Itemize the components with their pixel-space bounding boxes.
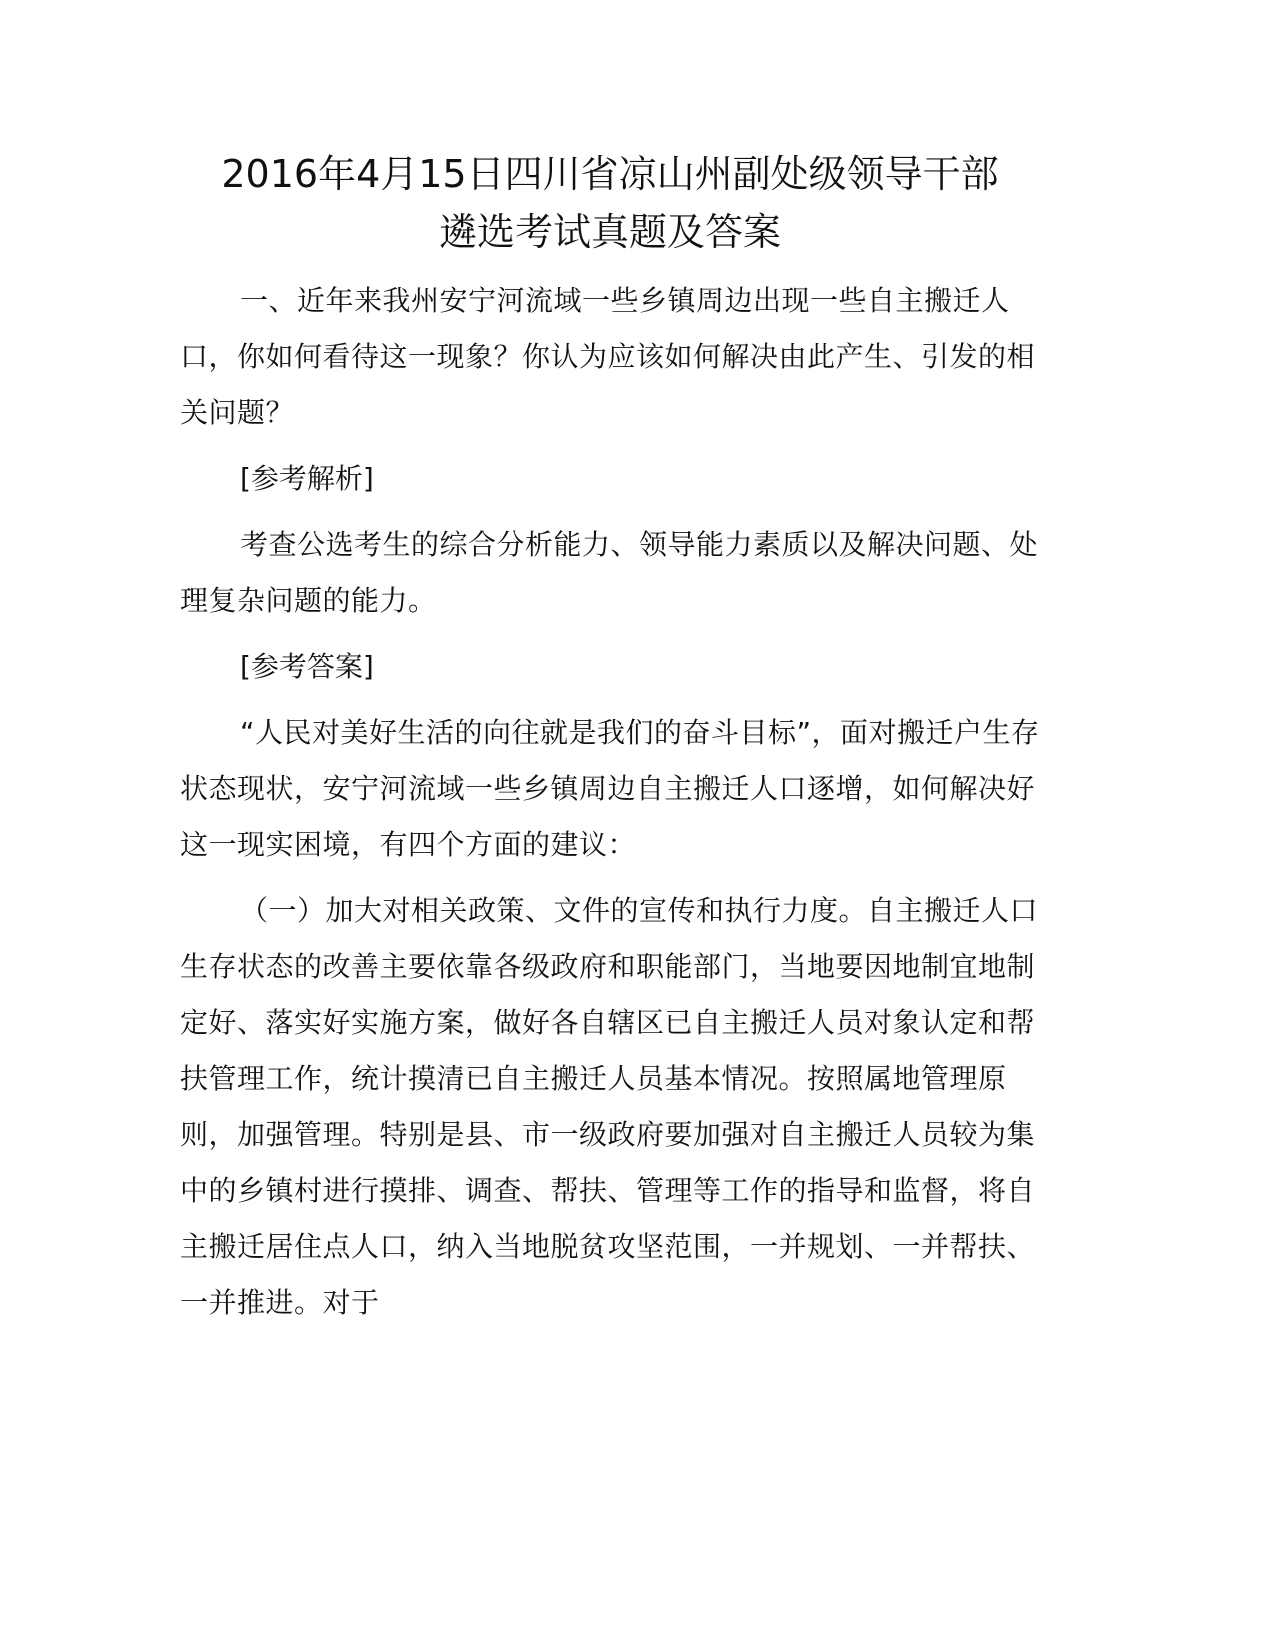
title-line-1: 2016年4月15日四川省凉山州副处级领导干部 [221, 152, 999, 196]
analysis-heading: [参考解析] [240, 462, 374, 495]
document-title [180, 145, 1040, 261]
answer-intro-paragraph: “人民对美好生活的向往就是我们的奋斗目标”，面对搬迁户生存状态现状，安宁河流域一些乡镇周边自主搬迁人口逐增，如何解决好这一现实困境，有四个方面的建议： [180, 716, 1040, 861]
answer-point-1-paragraph: （一）加大对相关政策、文件的宣传和执行力度。自主搬迁人口生存状态的改善主要依靠各级政府和职能部门，当地要因地制宜地制定好、落实好实施方案，做好各自辖区已自主搬迁人员对象认定和帮扶管理工作，统计摸清已自主搬迁人员基本情况。按照属地管理原则，加强管理。特别是县、市一级政府要加强对自主搬迁人员较为集中的乡镇村进行摸排、调查、帮扶、管理等工作的指导和监督，将自主搬迁居住点人口，纳入当地脱贫攻坚范围，一并规划、一并帮扶、一并推进。对于 [180, 894, 1039, 1319]
document-body [180, 273, 1040, 1331]
question-paragraph: 一、近年来我州安宁河流域一些乡镇周边出现一些自主搬迁人口，你如何看待这一现象？你认为应该如何解决由此产生、引发的相关问题？ [180, 284, 1036, 429]
title-line-2: 遴选考试真题及答案 [438, 210, 781, 254]
document-page [180, 145, 1040, 1341]
analysis-paragraph: 考查公选考生的综合分析能力、领导能力素质以及解决问题、处理复杂问题的能力。 [180, 528, 1039, 617]
answer-heading: [参考答案] [240, 650, 374, 683]
